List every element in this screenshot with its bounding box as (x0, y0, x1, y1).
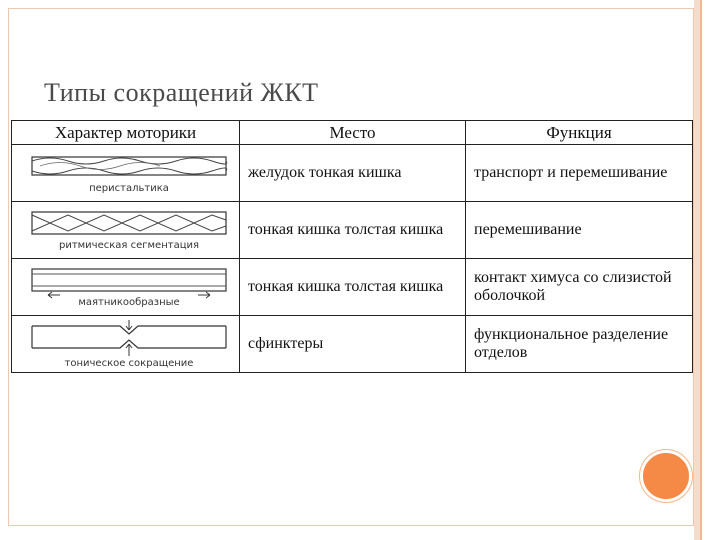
pendular-diagram-icon (20, 261, 238, 313)
illustration-caption: ритмическая сегментация (58, 240, 200, 251)
table-row (12, 316, 693, 373)
place-cell: сфинктеры (240, 316, 466, 373)
motility-table (11, 120, 693, 373)
accent-circle-icon (640, 450, 692, 502)
table-header-row (12, 121, 693, 145)
segmentation-cell (12, 202, 240, 259)
peristalsis-diagram-icon (20, 147, 238, 199)
slide-title: Типы сокращений ЖКТ (44, 78, 319, 107)
tonic-contraction-diagram-icon (20, 318, 238, 370)
place-cell: тонкая кишка толстая кишка (240, 202, 466, 259)
table-row (12, 145, 693, 202)
pendular-cell (12, 259, 240, 316)
table-row (12, 202, 693, 259)
tonic-contraction-cell (12, 316, 240, 373)
function-cell: функциональное разделение отделов (466, 316, 693, 373)
illustration-caption: маятникообразные (78, 297, 180, 308)
table-row (12, 259, 693, 316)
header-motility: Характер моторики (12, 121, 240, 145)
place-cell: желудок тонкая кишка (240, 145, 466, 202)
header-place: Место (240, 121, 466, 145)
function-cell: транспорт и перемешивание (466, 145, 693, 202)
peristalsis-cell (12, 145, 240, 202)
function-cell: перемешивание (466, 202, 693, 259)
side-decoration-line (700, 0, 702, 540)
illustration-caption: перистальтика (89, 183, 169, 194)
function-cell: контакт химуса со слизистой оболочкой (466, 259, 693, 316)
header-function: Функция (466, 121, 693, 145)
segmentation-diagram-icon (20, 204, 238, 256)
illustration-caption: тоническое сокращение (64, 358, 194, 369)
place-cell: тонкая кишка толстая кишка (240, 259, 466, 316)
